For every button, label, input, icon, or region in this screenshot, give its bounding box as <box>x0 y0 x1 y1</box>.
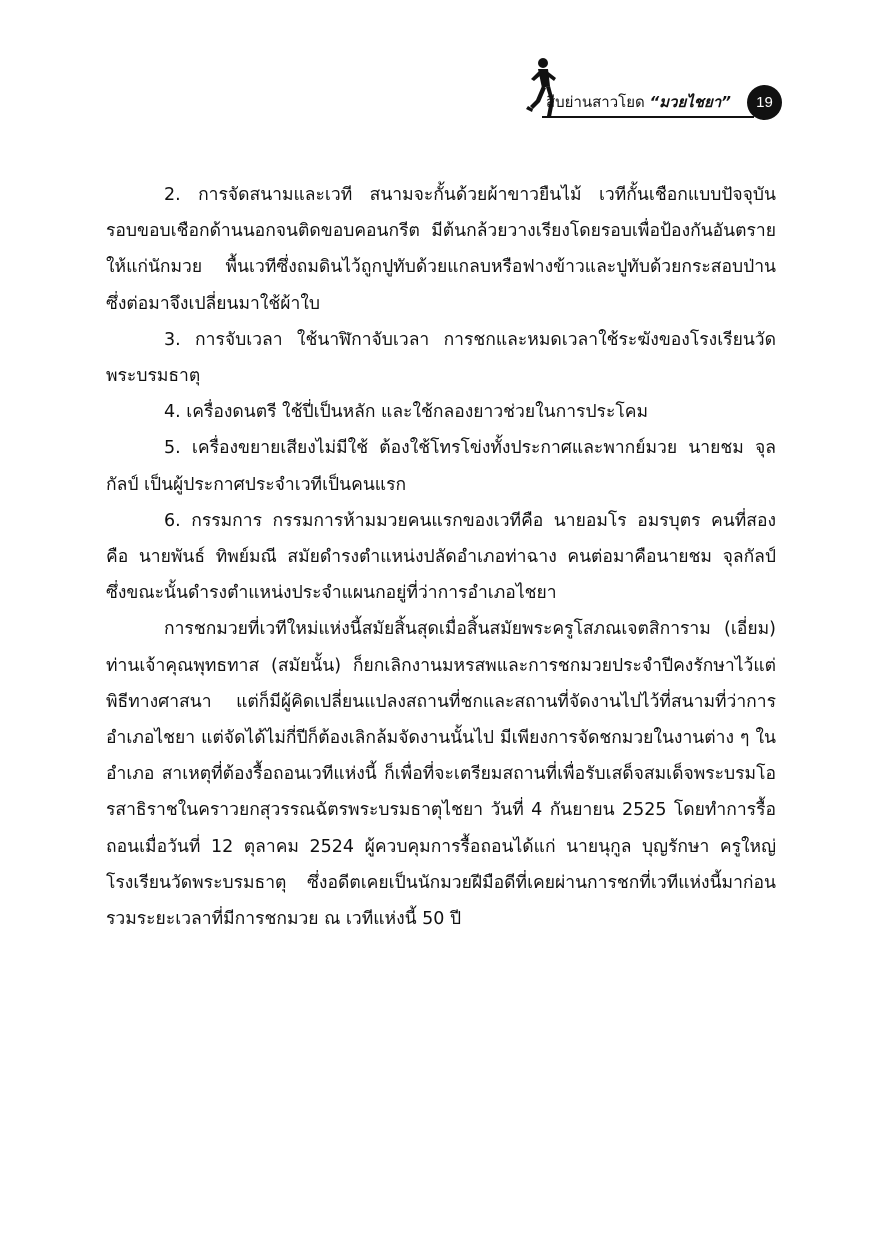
paragraph-timekeeping: 3. การจับเวลา ใช้นาฬิกาจับเวลา การชกและหมดเวลาใช้ระฆังของโรงเรียนวัดพระบรมธาตุ <box>106 329 776 387</box>
paragraph-field-setup: 2. การจัดสนามและเวที สนามจะกั้นด้วยผ้าขาวยืนไม้ เวทีกั้นเชือกแบบปัจจุบัน รอบขอบเชือกด้านนอกจนติดขอบคอนกรีต มีต้นกล้วยวางเรียงโดยรอบเพื่อป้องกันอันตรายให้แก่นักมวย พื้นเวทีซึ่งถมดินไว้ถูกปูทับด้วยแกลบหรือฟางข้าวและปูทับด้วยกระสอบป่าน ซึ่งต่อมาจึงเปลี่ยนมาใช้ผ้าใบ <box>106 185 776 314</box>
running-header-title: สืบย่านสาวโยด “มวยไชยา” <box>546 93 731 111</box>
page-number-badge: 19 <box>747 85 782 120</box>
paragraph-announcer: 5. เครื่องขยายเสียงไม่มีใช้ ต้องใช้โทรโข่งทั้งประกาศและพากย์มวย นายชม จุลกัลป์ เป็นผู้ประกาศประจำเวทีเป็นคนแรก <box>106 438 776 495</box>
running-header-title-italic: “มวยไชยา” <box>649 93 731 111</box>
running-header <box>520 56 782 120</box>
paragraph-referees: 6. กรรมการ กรรมการห้ามมวยคนแรกของเวทีคือ นายอมโร อมรบุตร คนที่สอง คือ นายพันธ์ ทิพย์มณี สมัยดำรงตำแหน่งปลัดอำเภอท่าฉาง คนต่อมาคือนายชม จุลกัลป์ ซึ่งขณะนั้นดำรงตำแหน่งประจำแผนกอยู่ที่ว่าการอำเภอไชยา <box>106 510 776 604</box>
body-text <box>106 177 776 937</box>
header-rule <box>542 116 754 118</box>
paragraph-history: การชกมวยที่เวทีใหม่แห่งนี้สมัยสิ้นสุดเมื่อสิ้นสมัยพระครูโสภณเจตสิการาม (เอี่ยม) ท่านเจ้าคุณพุทธทาส (สมัยนั้น) ก็ยกเลิกงานมหรสพและการชกมวยประจำปีคงรักษาไว้แต่พิธีทางศาสนา แต่ก็มีผู้คิดเปลี่ยนแปลงสถานที่ชกและสถานที่จัดงานไปไว้ที่สนามที่ว่าการอำเภอไชยา แต่จัดได้ไม่กี่ปีก็ต้องเลิกล้มจัดงานนั้นไป มีเพียงการจัดชกมวยในงานต่าง ๆ ในอำเภอ สาเหตุที่ต้องรื้อถอนเวทีแห่งนี้ ก็เพื่อที่จะเตรียมสถานที่เพื่อรับเสด็จสมเด็จพระบรมโอรสาธิราชในคราวยกสุวรรณฉัตรพระบรมธาตุไชยา วันที่ 4 กันยายน 2525 โดยทำการรื้อถอนเมื่อวันที่ 12 ตุลาคม 2524 ผู้ควบคุมการรื้อถอนได้แก่ นายนุกูล บุญรักษา ครูใหญ่โรงเรียนวัดพระบรมธาตุ ซึ่งอดีตเคยเป็นนักมวยฝีมือดีที่เคยผ่านการชกที่เวทีแห่งนี้มาก่อน รวมระยะเวลาที่มีการชกมวย ณ เวทีแห่งนี้ 50 ปี <box>106 619 776 930</box>
paragraph-music: 4. เครื่องดนตรี ใช้ปี่เป็นหลัก และใช้กลองยาวช่วยในการประโคม <box>164 402 649 423</box>
